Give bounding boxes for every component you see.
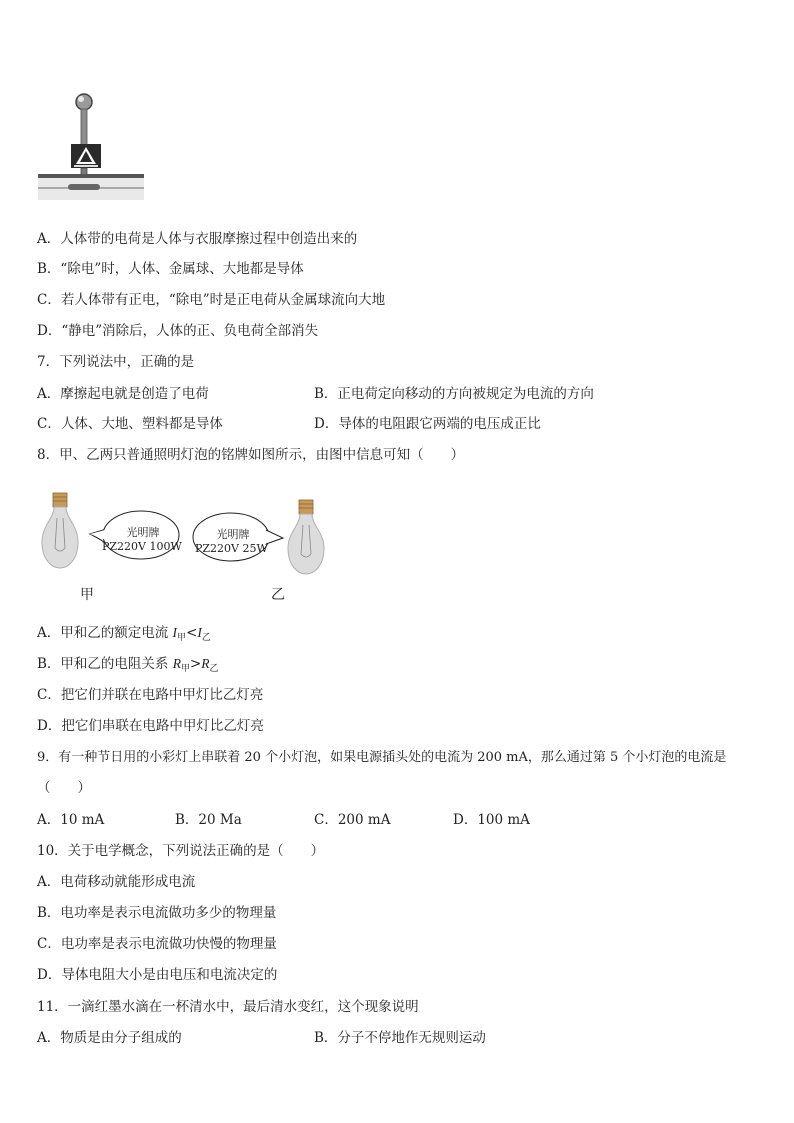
q7-option-b: B．正电荷定向移动的方向被规定为电流的方向 — [314, 386, 594, 402]
q6-option-a: A．人体带的电荷是人体与衣服摩擦过程中创造出来的 — [37, 231, 358, 247]
q9-option-d: D．100 mA — [453, 812, 530, 828]
q6-option-b: B．“除电”时，人体、金属球、大地都是导体 — [37, 261, 304, 277]
q8-option-d: D．把它们串联在电路中甲灯比乙灯亮 — [37, 718, 264, 734]
subscript-yi: 乙 — [209, 664, 219, 674]
left-bulb-icon — [42, 493, 78, 568]
q9-option-a: A．10 mA — [37, 812, 105, 828]
q10-option-d: D．导体电阻大小是由电压和电流决定的 — [37, 967, 278, 983]
q9-stem: 9．有一种节日用的小彩灯上串联着 20 个小灯泡，如果电源插头处的电流为 200 mA，那么通过第 5 个小灯泡的电流是 — [37, 750, 727, 765]
static-remover-figure — [38, 92, 144, 200]
current-symbol: I — [197, 625, 202, 640]
left-bulb-label: 甲 — [80, 587, 94, 603]
subscript-jia: 甲 — [180, 664, 190, 674]
q8-option-a — [37, 625, 211, 643]
q6-option-c: C．若人体带有正电，“除电”时是正电荷从金属球流向大地 — [37, 292, 386, 308]
q8-option-b-text: B．甲和乙的电阻关系 — [37, 656, 173, 672]
q7-option-d: D．导体的电阻跟它两端的电压成正比 — [314, 416, 541, 432]
bulb-diagram — [38, 490, 338, 580]
resistance-symbol: R — [201, 656, 210, 671]
left-bulb-brand: 光明牌 — [126, 526, 160, 539]
bulb-figure — [38, 490, 338, 603]
q6-option-d: D．“静电”消除后，人体的正、负电荷全部消失 — [37, 323, 319, 339]
right-bulb-label: 乙 — [271, 587, 285, 603]
q8-stem: 8．甲、乙两只普通照明灯泡的铭牌如图所示，由图中信息可知（ ） — [37, 447, 465, 463]
q8-option-c: C．把它们并联在电路中甲灯比乙灯亮 — [37, 687, 264, 703]
q9-option-c: C．200 mA — [314, 812, 391, 828]
current-symbol: I — [172, 625, 178, 640]
q11-stem: 11．一滴红墨水滴在一杯清水中，最后清水变红，这个现象说明 — [37, 999, 419, 1015]
q8-option-a-text: A．甲和乙的额定电流 — [37, 625, 173, 641]
q7-option-c: C．人体、大地、塑料都是导体 — [37, 416, 223, 432]
q8-option-b — [37, 656, 219, 674]
right-bulb-icon — [288, 500, 324, 574]
less-than-sign: < — [186, 625, 198, 641]
right-bulb-brand: 光明牌 — [216, 528, 250, 541]
q11-option-a: A．物质是由分子组成的 — [37, 1030, 182, 1046]
right-bulb-spec: PZ220V 25W — [195, 542, 268, 555]
greater-than-sign: > — [189, 656, 202, 672]
q9-option-b: B．20 Ma — [175, 812, 242, 828]
q10-stem: 10．关于电学概念，下列说法正确的是（ ） — [37, 843, 325, 859]
resistance-symbol: R — [172, 656, 181, 671]
q10-option-a: A．电荷移动就能形成电流 — [37, 874, 196, 890]
subscript-jia: 甲 — [177, 633, 187, 643]
left-bulb-spec: PZ220V 100W — [102, 540, 182, 553]
q10-option-c: C．电功率是表示电流做功快慢的物理量 — [37, 936, 277, 952]
subscript-yi: 乙 — [201, 633, 211, 643]
q11-option-b: B．分子不停地作无规则运动 — [314, 1030, 486, 1046]
q7-stem: 7．下列说法中，正确的是 — [37, 354, 195, 370]
q7-option-a: A．摩擦起电就是创造了电荷 — [37, 386, 209, 402]
q9-paren: （ ） — [37, 780, 91, 796]
q10-option-b: B．电功率是表示电流做功多少的物理量 — [37, 905, 277, 921]
